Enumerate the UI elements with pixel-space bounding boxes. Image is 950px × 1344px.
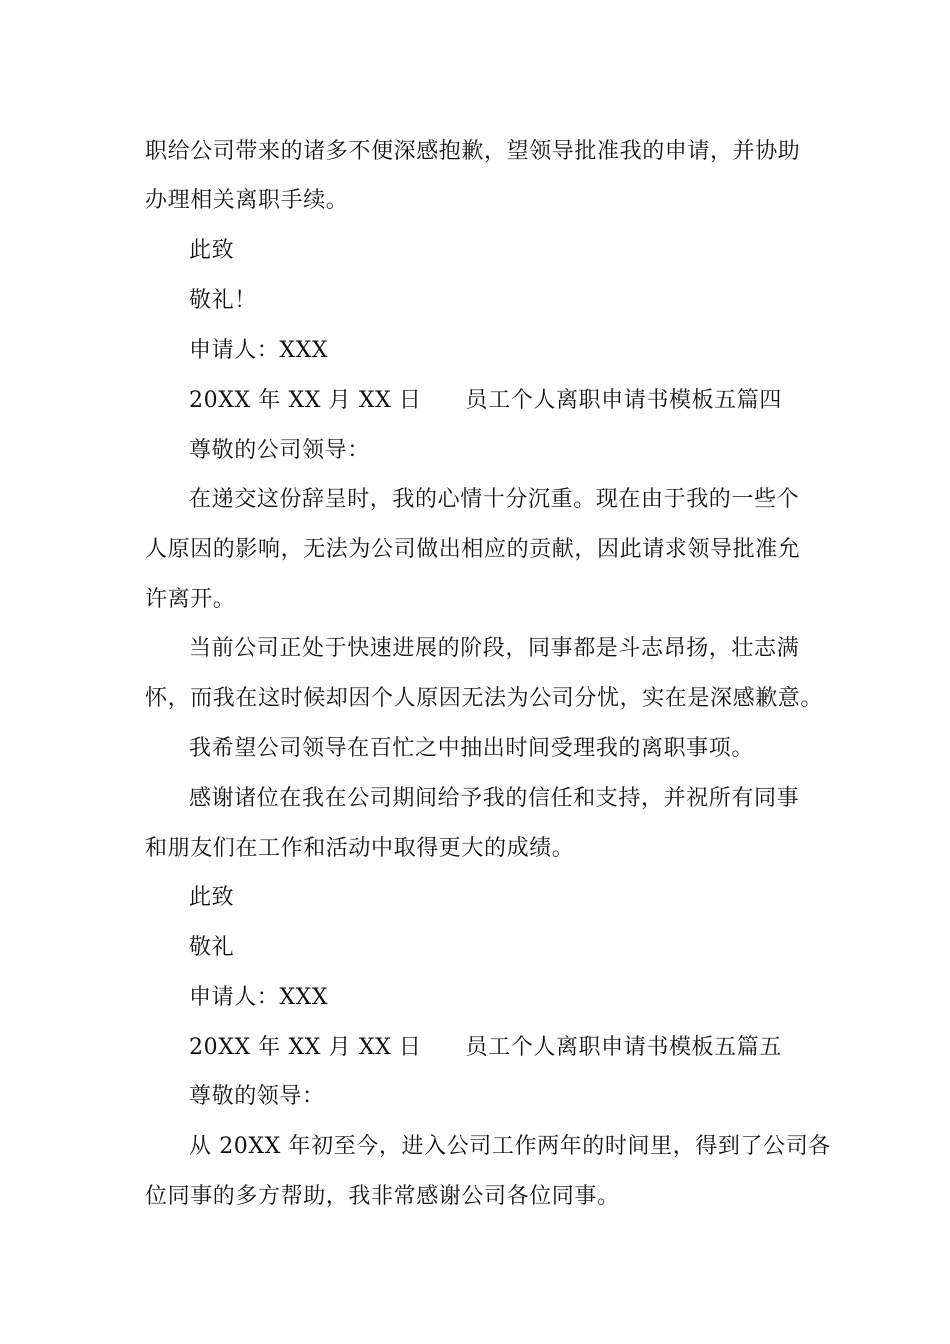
closing-salutation: 此致 xyxy=(189,238,235,263)
paragraph-line: 从 20XX 年初至今，进入公司工作两年的时间里，得到了公司各 xyxy=(189,1134,831,1159)
paragraph-line: 位同事的多方帮助，我非常感谢公司各位同事。 xyxy=(145,1184,620,1209)
paragraph-line: 在递交这份辞呈时，我的心情十分沉重。现在由于我的一些个 xyxy=(189,487,800,512)
closing-respect: 敬礼 xyxy=(189,935,235,960)
letter-date: 20XX 年 XX 月 XX 日 xyxy=(189,1035,422,1060)
paragraph-line: 办理相关离职手续。 xyxy=(145,188,349,213)
letter-greeting: 尊敬的领导： xyxy=(189,1084,325,1109)
paragraph-line: 和朋友们在工作和活动中取得更大的成绩。 xyxy=(145,836,575,861)
date-and-heading-line xyxy=(189,386,782,416)
letter-greeting: 尊敬的公司领导： xyxy=(189,438,370,463)
closing-salutation: 此致 xyxy=(189,885,235,910)
paragraph-line: 怀，而我在这时候却因个人原因无法为公司分忧，实在是深感歉意。 xyxy=(145,686,824,711)
date-and-heading-line xyxy=(189,1033,782,1063)
applicant-signature: 申请人：XXX xyxy=(189,985,329,1010)
paragraph-line: 感谢诸位在我在公司期间给予我的信任和支持，并祝所有同事 xyxy=(189,786,800,811)
paragraph-line: 当前公司正处于快速进展的阶段，同事都是斗志昂扬，壮志满 xyxy=(189,636,800,661)
section-heading: 员工个人离职申请书模板五篇五 xyxy=(465,1035,782,1060)
paragraph-line: 职给公司带来的诸多不便深感抱歉，望领导批准我的申请，并协助 xyxy=(145,139,801,164)
section-heading: 员工个人离职申请书模板五篇四 xyxy=(465,388,782,413)
applicant-signature: 申请人：XXX xyxy=(189,338,329,363)
paragraph-line: 许离开。 xyxy=(145,587,236,612)
closing-respect: 敬礼！ xyxy=(189,288,257,313)
paragraph-line: 我希望公司领导在百忙之中抽出时间受理我的离职事项。 xyxy=(189,736,755,761)
letter-date: 20XX 年 XX 月 XX 日 xyxy=(189,388,422,413)
paragraph-line: 人原因的影响，无法为公司做出相应的贡献，因此请求领导批准允 xyxy=(145,537,801,562)
